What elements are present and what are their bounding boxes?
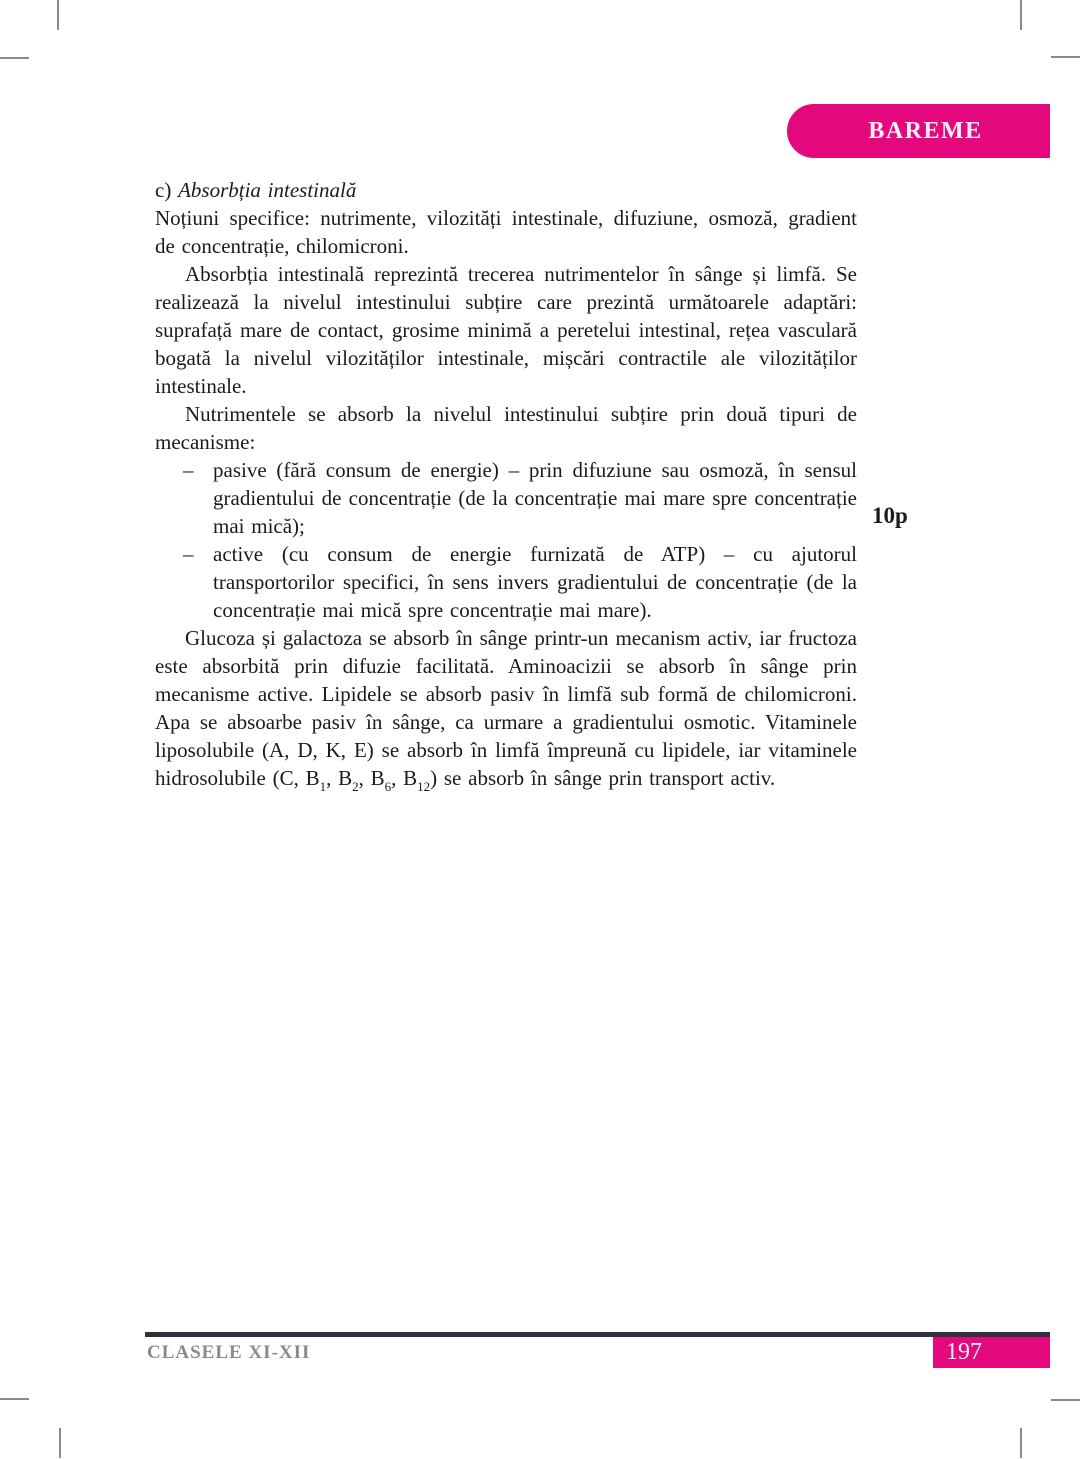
footer-rule bbox=[145, 1332, 1050, 1337]
text-segment: Glucoza și galactoza se absorb în sânge printr-un mecanism activ, iar fructoza este absorbită prin difuzie facilitată. Aminoacizii se absorb în sânge prin mecanisme active. Lipidele se absorb pasiv în limfă sub formă de chilomicroni. Apa se absoarbe pasiv în sânge, ca urmare a gradientului osmotic. Vitaminele liposolubile (A, D, K, E) se absorb în limfă împreună cu lipidele, iar vitaminele hidrosolubile (C, B bbox=[155, 626, 857, 790]
crop-mark-bottom-right-vertical bbox=[1020, 1428, 1022, 1458]
list-item-passive bbox=[155, 456, 857, 540]
text-segment: c) bbox=[155, 178, 179, 202]
paragraph-mechanisms-intro bbox=[155, 400, 857, 456]
text-segment: pasive (fără consum de energie) – prin difuziune sau osmoză, în sensul gradientului de concentrație (de la concentrație mai mare spre concentrație mai mică); bbox=[213, 458, 857, 538]
crop-mark-top-right-horizontal bbox=[1051, 56, 1080, 58]
page-number-box bbox=[933, 1337, 1050, 1368]
text-segment: 6 bbox=[384, 779, 392, 794]
text-segment: 12 bbox=[417, 779, 431, 794]
text-segment: Nutrimentele se absorb la nivelul intestinului subțire prin două tipuri de mecanisme: bbox=[155, 402, 857, 454]
text-segment: , B bbox=[358, 766, 385, 790]
text-segment: ) se absorb în sânge prin transport activ. bbox=[430, 766, 776, 790]
text-segment: Noțiuni specifice: nutrimente, vilozități intestinale, difuziune, osmoză, gradient de concentrație, chilomicroni. bbox=[155, 206, 857, 258]
crop-mark-top-left-vertical bbox=[57, 0, 59, 30]
document-body bbox=[155, 176, 857, 795]
list-dash: – bbox=[183, 542, 194, 566]
crop-mark-bottom-left-horizontal bbox=[0, 1398, 29, 1400]
text-segment: , B bbox=[391, 766, 418, 790]
text-segment: 1 bbox=[319, 779, 327, 794]
crop-mark-bottom-right-horizontal bbox=[1051, 1399, 1080, 1401]
bareme-banner bbox=[787, 104, 1050, 158]
text-segment: active (cu consum de energie furnizată de ATP) – cu ajutorul transportorilor specifici, în sens invers gradientului de concentrație (de la concentrație mai mică spre concentrație mai mare). bbox=[213, 542, 857, 622]
paragraph-notions bbox=[155, 204, 857, 260]
list-dash: – bbox=[183, 458, 194, 482]
footer-section-label: CLASELE XI-XII bbox=[147, 1342, 311, 1363]
text-segment: Absorbția intestinală reprezintă trecerea nutrimentelor în sânge și limfă. Se realizează la nivelul intestinului subțire care prezintă următoarele adaptări: suprafață mare de contact, grosime minimă a peretelui intestinal, rețea vasculară bogată la nivelul vilozităților intestinale, mișcări contractile ale vilozităților intestinale. bbox=[155, 262, 857, 398]
crop-mark-bottom-left-vertical bbox=[59, 1428, 61, 1458]
section-heading bbox=[155, 176, 857, 204]
paragraph-definition bbox=[155, 260, 857, 400]
score-label: 10p bbox=[872, 503, 908, 528]
paragraph-absorption-details bbox=[155, 624, 857, 795]
banner-label: BAREME bbox=[868, 117, 983, 144]
text-segment: , B bbox=[326, 766, 353, 790]
text-segment: Absorbția intestinală bbox=[178, 178, 357, 202]
text-segment: 2 bbox=[352, 779, 359, 794]
crop-mark-top-right-vertical bbox=[1020, 0, 1022, 30]
crop-mark-top-left-horizontal bbox=[0, 57, 29, 59]
list-item-active bbox=[155, 540, 857, 624]
page-number: 197 bbox=[946, 1339, 982, 1365]
